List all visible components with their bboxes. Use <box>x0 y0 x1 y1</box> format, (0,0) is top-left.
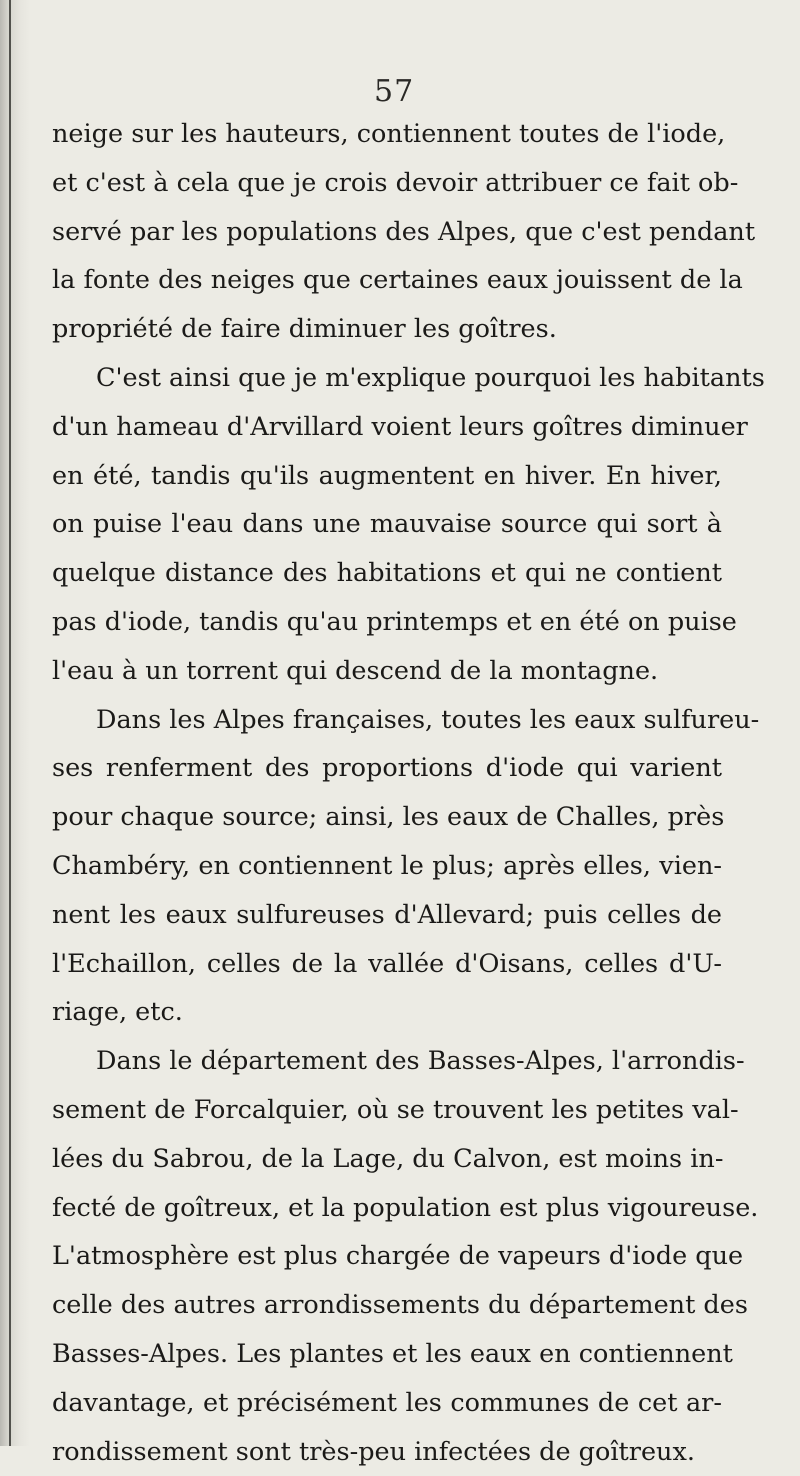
text-line: quelque distance des habitations et qui ne contient <box>52 558 722 589</box>
text-line: propriété de faire diminuer les goîtres. <box>52 314 557 345</box>
text-line: on puise l'eau dans une mauvaise source qui sort à <box>52 509 722 540</box>
text-line: davantage, et précisément les communes de cet ar- <box>52 1387 722 1418</box>
text-line: et c'est à cela que je crois devoir attribuer ce fait ob- <box>52 167 739 198</box>
page-edge <box>9 0 11 1446</box>
text-line: sement de Forcalquier, où se trouvent les petites val- <box>52 1094 739 1125</box>
text-line: Basses-Alpes. Les plantes et les eaux en contiennent <box>52 1338 733 1369</box>
page-gutter-shadow <box>0 0 30 1446</box>
text-line: neige sur les hauteurs, contiennent toutes de l'iode, <box>52 119 726 149</box>
page-number: 57 <box>374 74 415 109</box>
text-line: rondissement sont très-peu infectées de goîtreux. <box>52 1436 695 1467</box>
text-line: Chambéry, en contiennent le plus; après elles, vien- <box>52 850 722 881</box>
text-line: pas d'iode, tandis qu'au printemps et en été on puise <box>52 606 737 637</box>
text-line: nent les eaux sulfureuses d'Allevard; puis celles de <box>52 899 722 930</box>
text-line: d'un hameau d'Arvillard voient leurs goîtres diminuer <box>52 411 748 442</box>
text-line: servé par les populations des Alpes, que c'est pendant <box>52 216 756 247</box>
text-line: l'Echaillon, celles de la vallée d'Oisans, celles d'U- <box>52 948 722 979</box>
text-line: L'atmosphère est plus chargée de vapeurs d'iode que <box>52 1241 744 1272</box>
text-line: pour chaque source; ainsi, les eaux de Challes, près <box>52 802 725 833</box>
text-line: en été, tandis qu'ils augmentent en hiver. En hiver, <box>52 460 722 491</box>
text-line: la fonte des neiges que certaines eaux jouissent de la <box>52 265 743 296</box>
text-line: l'eau à un torrent qui descend de la montagne. <box>52 655 659 686</box>
text-line: lées du Sabrou, de la Lage, du Calvon, est moins in- <box>52 1143 724 1174</box>
paragraph-start: C'est ainsi que je m'explique pourquoi les habitants <box>96 362 765 393</box>
text-line: ses renferment des proportions d'iode qui varient <box>52 753 722 784</box>
paragraph-start: Dans le département des Basses-Alpes, l'arrondis- <box>96 1046 745 1077</box>
paragraph-start: Dans les Alpes françaises, toutes les eaux sulfureu- <box>96 704 760 735</box>
text-line: celle des autres arrondissements du département des <box>52 1290 748 1321</box>
body-text <box>52 110 765 1476</box>
text-line: fecté de goîtreux, et la population est plus vigoureuse. <box>52 1192 759 1223</box>
text-line: riage, etc. <box>52 997 183 1028</box>
